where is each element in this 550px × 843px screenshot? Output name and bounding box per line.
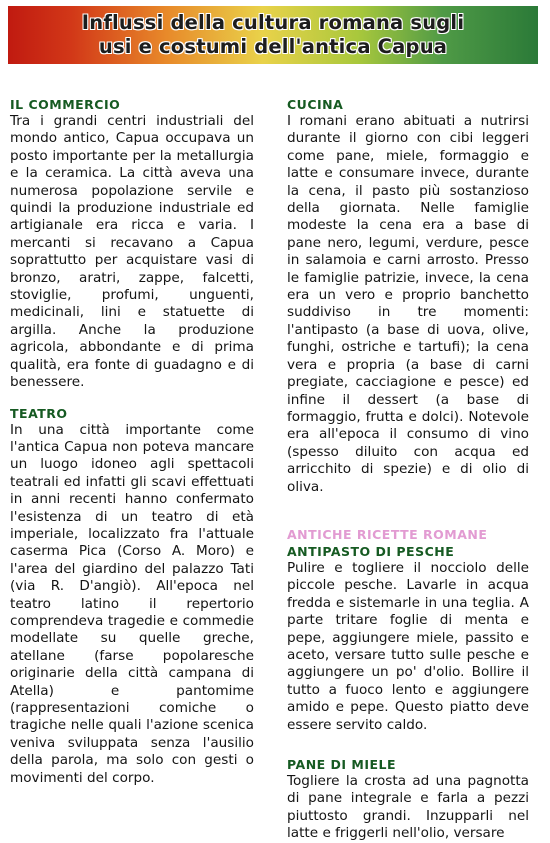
text-commercio: Tra i grandi centri industriali del mondo antico, Capua occupava un posto importante per la metallurgia e la ceramica. La città aveva una numerosa popolazione servile e quindi la produzione industriale ed artigianale era ricca e varia. I mercanti si recavano a Capua soprattutto per acquistare vasi di bronzo, aratri, zappe, falcetti, stoviglie, profumi, unguenti, medicinali, lini e statuette di argilla. Anche la produzione agricola, abbondante e di prima qualità, era fonte di guadagno e di benessere. [10,113,254,391]
section-spacer [10,392,254,405]
text-teatro: In una città importante come l'antica Capua non poteva mancare un luogo idoneo agli spettacoli teatrali ed infatti gli scavi effettuati in anni recenti hanno confermato l'esistenza di un teatro di età imperiale, localizzato fra l'attuale caserma Pica (Corso A. Moro) e l'area del giardino del palazzo Tati (via R. D'angiò). All'epoca nel teatro latino il repertorio comprendeva tragedie e commedie modellate su quelle greche, atellane (farse popolaresche originarie della città campana di Atella) e pantomime (rappresentazioni comiche o tragiche nelle quali l'azione scenica veniva sviluppata senza l'ausilio della parola, ma solo con gesti o movimenti del corpo. [10,421,254,786]
heading-cucina: CUCINA [287,97,344,112]
heading-antiche-ricette: ANTICHE RICETTE ROMANE [287,526,488,542]
heading-pane-miele: PANE DI MIELE [287,757,397,772]
title-banner [8,6,538,64]
heading-teatro: TEATRO [10,405,68,421]
section-spacer [287,496,529,526]
title-line-1: Influssi della cultura romana sugli [81,11,465,34]
title-line-2: usi e costumi dell'antica Capua [98,35,448,58]
section-spacer [287,734,529,756]
heading-antipasto-pesche: ANTIPASTO DI PESCHE [287,543,455,559]
left-column [10,96,254,809]
heading-commercio: IL COMMERCIO [10,97,121,112]
text-antipasto-pesche: Pulire e togliere il nocciolo delle piccole pesche. Lavarle in acqua fredda e sistemarle in una teglia. A parte tritare foglie di menta e pepe, aggiungere miele, passito e aceto, versare tutto sulle pesche e aggiungere un po' d'olio. Bollire il tutto a fuoco lento e aggiungere amido e pepe. Questo piatto deve essere servito caldo. [287,559,529,733]
text-cucina: I romani erano abituati a nutrirsi durante il giorno con cibi leggeri come pane, miele, formaggio e latte e consumare invece, durante la cena, il pasto più sostanzioso della giornata. Nelle famiglie modeste la cena era a base di pane nero, legumi, verdure, pesce in salamoia e carni arrosto. Presso le famiglie patrizie, invece, la cena era un vero e proprio banchetto suddiviso in tre momenti: l'antipasto (a base di uova, olive, funghi, ostriche e tartufi); la cena vera e propria (a base di carni pregiate, cacciagione e pesce) ed infine il dessert (a base di formaggio, frutta e dolci). Notevole era all'epoca il consumo di vino (spesso diluito con acqua ed arricchito di spezie) e di olio di oliva. [287,113,529,495]
text-pane-miele: Togliere la crosta ad una pagnotta di pane integrale e farla a pezzi piuttosto grandi. Inzupparli nel latte e friggerli nell'olio, versare [287,773,529,842]
right-column [287,96,529,842]
